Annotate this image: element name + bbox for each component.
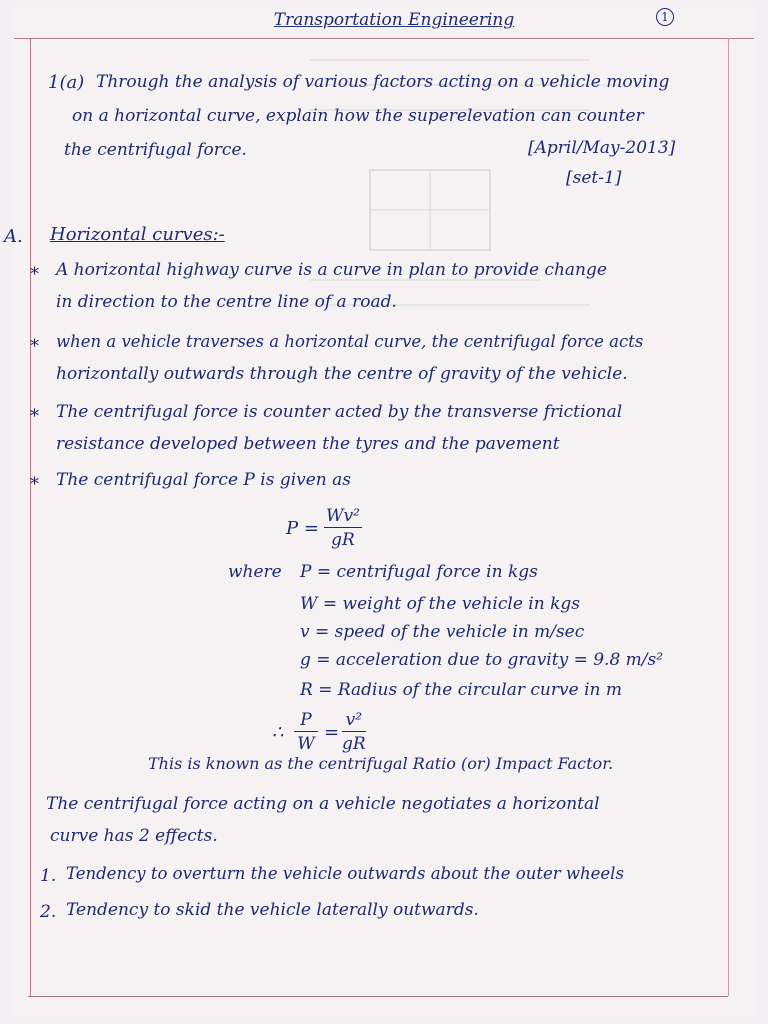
effect-1-number: 1. [40,866,57,886]
bullet-1-line-2: in direction to the centre line of a road. [56,292,397,312]
ratio-equals: = [324,722,340,743]
where-item-g: g = acceleration due to gravity = 9.8 m/s² [300,650,664,670]
ratio-note: This is known as the centrifugal Ratio (or) Impact Factor. [148,754,614,773]
ratio-lhs-fraction [294,710,318,754]
effects-intro-line-1: The centrifugal force acting on a vehicle negotiates a horizontal [46,794,600,814]
right-margin-line [728,38,729,996]
ratio-rhs-fraction [342,710,366,754]
ratio-rhs-denominator: gR [342,734,366,754]
page-number-badge: 1 [656,8,674,26]
page-title: Transportation Engineering [273,10,515,30]
formula-numerator: Wv² [326,506,360,526]
bullet-star: * [30,474,39,495]
bullet-star: * [30,336,39,357]
formula-fraction [324,506,362,550]
where-item-v: v = speed of the vehicle in m/sec [300,622,585,642]
effect-2-text: Tendency to skid the vehicle laterally outwards. [66,900,479,920]
question-number: 1(a) [48,72,85,93]
section-heading: Horizontal curves:- [50,224,225,245]
top-rule-line [14,38,754,39]
where-label: where [228,562,282,582]
formula-denominator: gR [331,530,355,550]
question-line-1: Through the analysis of various factors acting on a vehicle moving [96,72,670,92]
effect-1-text: Tendency to overturn the vehicle outwards about the outer wheels [66,864,624,883]
bullet-4-line-1: The centrifugal force P is given as [56,470,352,490]
therefore-symbol: ∴ [272,722,284,743]
question-line-2: on a horizontal curve, explain how the superelevation can counter [72,106,644,126]
where-item-w: W = weight of the vehicle in kgs [300,594,580,614]
bullet-1-line-1: A horizontal highway curve is a curve in plan to provide change [56,260,607,280]
question-line-3: the centrifugal force. [64,140,247,160]
bottom-rule-line [28,996,728,997]
answer-marker: A. [4,226,23,247]
bullet-3-line-1: The centrifugal force is counter acted by the transverse frictional [56,402,623,422]
effect-2-number: 2. [40,902,57,922]
bullet-3-line-2: resistance developed between the tyres and the pavement [56,434,560,454]
ratio-rhs-numerator: v² [342,710,366,732]
bullet-2-line-1: when a vehicle traverses a horizontal curve, the centrifugal force acts [56,332,644,351]
effects-intro-line-2: curve has 2 effects. [50,826,218,846]
bullet-2-line-2: horizontally outwards through the centre of gravity of the vehicle. [56,364,628,384]
bullet-star: * [30,406,39,427]
where-item-p: P = centrifugal force in kgs [300,562,538,582]
exam-session-tag: [April/May-2013] [528,138,676,158]
bullet-star: * [30,264,39,285]
exam-set-tag: [set-1] [566,168,622,188]
ratio-lhs-numerator: P [294,710,318,732]
ratio-lhs-denominator: W [297,734,315,754]
formula-lhs: P = [286,518,319,539]
left-margin-line [30,38,31,996]
where-item-r: R = Radius of the circular curve in m [300,680,622,700]
